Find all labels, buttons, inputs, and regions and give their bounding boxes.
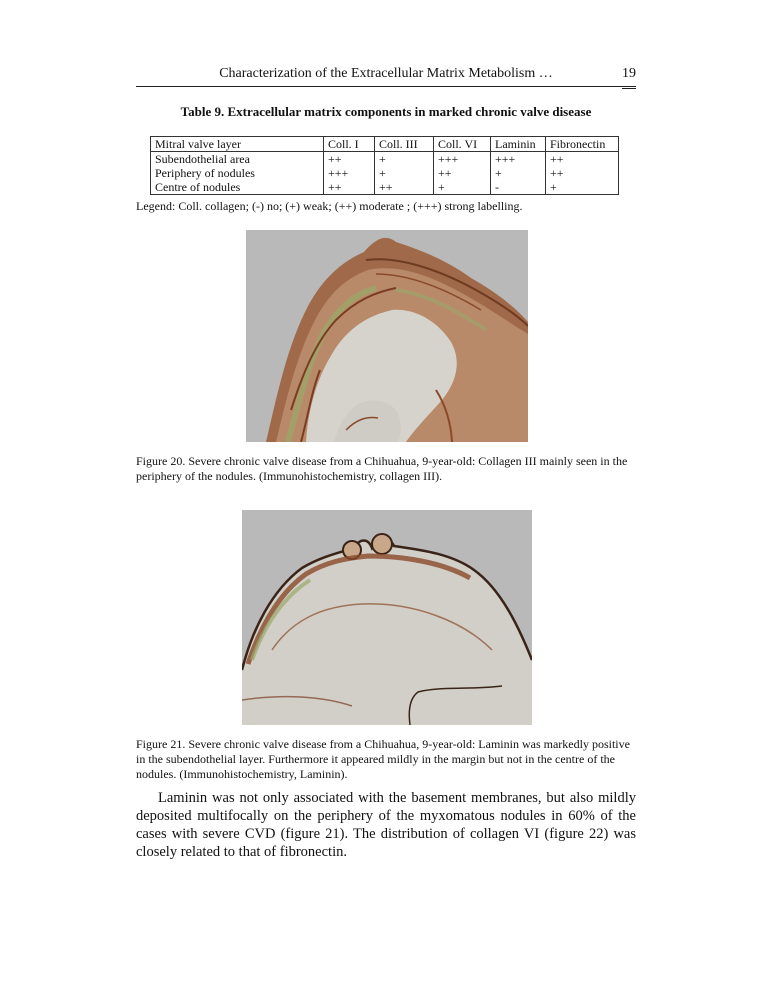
ecm-table: [150, 136, 619, 195]
table-cell: +: [375, 152, 434, 167]
table-cell: +: [491, 166, 546, 180]
running-title: Characterization of the Extracellular Matrix Metabolism …: [219, 66, 553, 81]
column-header: Fibronectin: [546, 137, 619, 152]
table-cell: +: [434, 180, 491, 195]
table-cell: ++: [324, 180, 375, 195]
table-cell: ++: [324, 152, 375, 167]
table-cell: ++: [375, 180, 434, 195]
table-cell: Subendothelial area: [151, 152, 324, 167]
table-cell: +++: [491, 152, 546, 167]
body-paragraph: Laminin was not only associated with the basement membranes, but also mildly deposited multifocally on the periphery of the myxomatous nodules in 60% of the cases with severe CVD (figure 21). The distribution of collagen VI (figure 22) was closely related to that of fibronectin.: [136, 790, 636, 860]
page-number-rule: [622, 88, 636, 89]
table-cell: +: [546, 180, 619, 195]
table-cell: +: [375, 166, 434, 180]
micrograph-collagen-iii: [246, 230, 528, 442]
figure-20-micrograph: [246, 230, 528, 442]
figure-21-caption-line: in the subendothelial layer. Furthermore it appeared mildly in the margin but not in the centre of the: [136, 752, 615, 766]
page-number: 19: [622, 66, 636, 81]
table-row: [151, 180, 619, 195]
figure-21-caption-line: nodules. (Immunohistochemistry, Laminin).: [136, 767, 348, 781]
table-cell: Periphery of nodules: [151, 166, 324, 180]
figure-21-micrograph: [242, 510, 532, 725]
table-cell: -: [491, 180, 546, 195]
table-cell: ++: [434, 166, 491, 180]
running-header: [136, 64, 636, 87]
table-cell: ++: [546, 152, 619, 167]
table-row: [151, 152, 619, 167]
figure-20-caption-line: Figure 20. Severe chronic valve disease from a Chihuahua, 9-year-old: Collagen III mainly seen in the: [136, 454, 628, 468]
table-legend: Legend: Coll. collagen; (-) no; (+) weak; (++) moderate ; (+++) strong labelling.: [136, 199, 523, 213]
figure-20-caption: [136, 454, 636, 484]
table-header-row: [151, 137, 619, 152]
table-cell: ++: [546, 166, 619, 180]
table-cell: +++: [434, 152, 491, 167]
table-cell: Centre of nodules: [151, 180, 324, 195]
figure-21-caption-line: Figure 21. Severe chronic valve disease from a Chihuahua, 9-year-old: Laminin was markedly positive: [136, 737, 630, 751]
column-header: Mitral valve layer: [151, 137, 324, 152]
table-caption: Table 9. Extracellular matrix components in marked chronic valve disease: [180, 104, 592, 119]
micrograph-laminin: [242, 510, 532, 725]
table-row: [151, 166, 619, 180]
column-header: Coll. I: [324, 137, 375, 152]
table-cell: +++: [324, 166, 375, 180]
column-header: Laminin: [491, 137, 546, 152]
figure-21-caption: [136, 737, 636, 782]
column-header: Coll. III: [375, 137, 434, 152]
column-header: Coll. VI: [434, 137, 491, 152]
figure-20-caption-line: periphery of the nodules. (Immunohistochemistry, collagen III).: [136, 469, 443, 483]
